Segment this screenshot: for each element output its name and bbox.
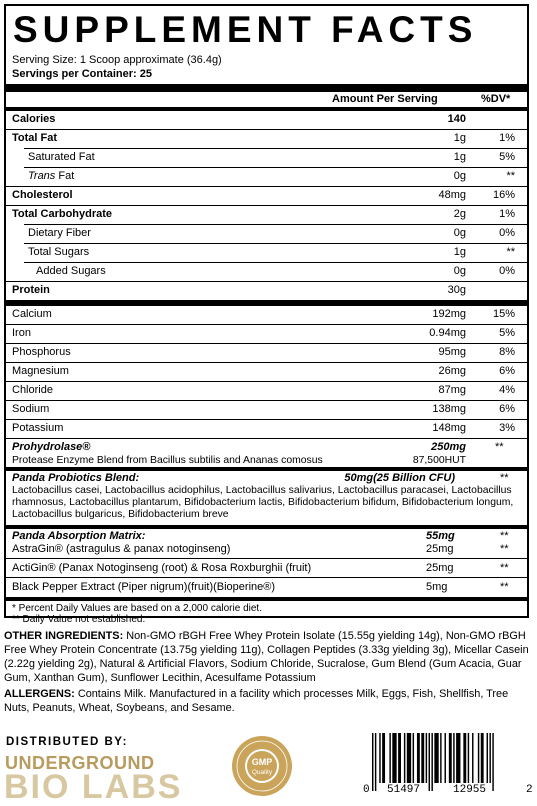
row-divider xyxy=(6,343,527,344)
probiotics-name: Panda Probiotics Blend: xyxy=(12,472,140,484)
mineral-amount: 192mg xyxy=(432,308,466,320)
prohydrolase-desc: Protease Enzyme Blend from Bacillus subtilis and Ananas comosus xyxy=(12,455,323,466)
nutrient-name: Total Sugars xyxy=(28,246,90,258)
mineral-amount: 26mg xyxy=(438,365,466,377)
distributed-by-label: DISTRIBUTED BY: xyxy=(6,736,128,748)
nutrient-dv: 0% xyxy=(499,265,515,277)
nutrient-amount: 140 xyxy=(447,113,466,125)
mineral-dv: 3% xyxy=(499,422,515,434)
other-ingredients xyxy=(4,629,534,685)
gmp-quality-seal-icon xyxy=(231,735,293,797)
nutrient-name-rest: Fat xyxy=(55,170,75,182)
barcode-digit-1: 0 xyxy=(363,784,370,796)
mineral-amount: 95mg xyxy=(438,346,466,358)
barcode-bar xyxy=(382,733,385,783)
dv-header: %DV* xyxy=(481,93,511,105)
barcode-bar xyxy=(434,733,438,783)
absorption-item-amount: 25mg xyxy=(426,562,454,574)
barcode-bar xyxy=(375,733,376,791)
row-divider xyxy=(24,167,527,168)
nutrient-dv: ** xyxy=(506,170,515,182)
row-divider xyxy=(24,262,527,263)
mineral-amount: 148mg xyxy=(432,422,466,434)
nutrient-name: Dietary Fiber xyxy=(28,227,91,239)
absorption-matrix-name: Panda Absorption Matrix: xyxy=(12,530,146,542)
allergens xyxy=(4,687,534,715)
nutrient-name-italic: Trans xyxy=(28,170,56,182)
mineral-name: Phosphorus xyxy=(12,346,71,358)
prohydrolase-hut: 87,500HUT xyxy=(412,455,466,466)
barcode-bar xyxy=(421,733,424,783)
nutrient-name: Protein xyxy=(12,284,50,296)
nutrient-name: Saturated Fat xyxy=(28,151,95,163)
barcode-bar xyxy=(372,733,373,791)
medium-divider xyxy=(6,467,527,471)
barcode-bar xyxy=(489,733,490,783)
seal-gmp-text: GMP xyxy=(251,757,273,767)
nutrient-amount: 48mg xyxy=(438,189,466,201)
barcode-bar xyxy=(426,733,427,783)
barcode-bar xyxy=(417,733,420,783)
nutrient-amount: 0g xyxy=(453,265,466,277)
panel-title: SUPPLEMENT FACTS xyxy=(13,9,478,50)
mineral-name: Calcium xyxy=(12,308,52,320)
supplement-facts-panel xyxy=(4,4,529,625)
thick-divider xyxy=(6,300,527,306)
nutrient-amount: 1g xyxy=(453,151,466,163)
brand-logo-line1: UNDERGROUND xyxy=(5,753,155,773)
absorption-matrix-amount: 55mg xyxy=(426,530,455,542)
barcode-bar xyxy=(398,733,401,783)
row-divider xyxy=(6,558,527,559)
nutrient-amount: 2g xyxy=(453,208,466,220)
barcode-bar xyxy=(431,733,432,791)
row-divider xyxy=(6,419,527,420)
barcode-bar xyxy=(440,733,441,783)
barcode-bar xyxy=(478,733,479,783)
other-ingredients-label: OTHER INGREDIENTS: xyxy=(4,630,124,642)
mineral-amount: 138mg xyxy=(432,403,466,415)
row-divider xyxy=(6,129,527,130)
mineral-name: Chloride xyxy=(12,384,53,396)
nutrient-amount: 1g xyxy=(453,132,466,144)
nutrient-name xyxy=(28,170,74,183)
barcode-digit-4: 2 xyxy=(526,784,533,796)
row-divider xyxy=(6,400,527,401)
prohydrolase-name: Prohydrolase® xyxy=(12,441,91,453)
absorption-item-amount: 25mg xyxy=(426,543,454,555)
nutrient-amount: 1g xyxy=(453,246,466,258)
nutrient-dv: 0% xyxy=(499,227,515,239)
mineral-dv: 15% xyxy=(492,308,515,320)
absorption-item-dv: ** xyxy=(500,543,509,555)
medium-divider xyxy=(6,597,527,601)
medium-divider xyxy=(6,107,527,111)
nutrient-amount: 0g xyxy=(453,227,466,239)
amount-header: Amount Per Serving xyxy=(332,93,438,105)
other-ingredients-text: Non-GMO rBGH Free Whey Protein Isolate (15.55g yielding 14g), Non-GMO rBGH Free Whey Protein Concentrate (13.75g yielding 11g), Collagen Peptides (3.33g yielding 3g), Micellar Casein (2.22g yielding 2g), Natural & Artificial Flavors, Sodium Chloride, Sucralose, Gum Blend (Gum Acacia, Guar Gum, Xanthan Gum), Sunflower Lecithin, Acesulfame Potassium xyxy=(4,630,529,684)
nutrient-name: Total Carbohydrate xyxy=(12,208,113,220)
barcode-bar xyxy=(472,733,473,783)
footnote: ** Daily Value not established. xyxy=(12,614,146,625)
barcode-bar xyxy=(445,733,446,783)
barcode-icon xyxy=(362,733,532,791)
barcode-bar xyxy=(468,733,469,783)
nutrient-dv: 5% xyxy=(499,151,515,163)
row-divider xyxy=(6,281,527,282)
mineral-amount: 0.94mg xyxy=(429,327,466,339)
nutrient-name: Added Sugars xyxy=(36,265,106,277)
mineral-name: Magnesium xyxy=(12,365,69,377)
barcode-bar xyxy=(407,733,411,783)
nutrient-dv: 16% xyxy=(492,189,515,201)
thick-divider xyxy=(6,84,527,92)
barcode-bar xyxy=(487,733,488,783)
barcode-bar xyxy=(379,733,380,783)
prohydrolase-dv: ** xyxy=(495,441,504,453)
barcode-bar xyxy=(392,733,396,783)
row-divider xyxy=(6,205,527,206)
mineral-dv: 8% xyxy=(499,346,515,358)
row-divider xyxy=(6,381,527,382)
servings-per-container: Servings per Container: 25 xyxy=(12,68,152,80)
absorption-item-name: ActiGin® (Panax Notoginseng (root) & Rosa Roxburghii (fruit) xyxy=(12,562,312,574)
row-divider xyxy=(6,324,527,325)
barcode-bar xyxy=(456,733,460,783)
nutrient-name: Total Fat xyxy=(12,132,58,144)
barcode-bar xyxy=(449,733,452,783)
nutrient-name: Calories xyxy=(12,113,56,125)
row-divider xyxy=(6,438,527,439)
mineral-name: Sodium xyxy=(12,403,50,415)
mineral-name: Potassium xyxy=(12,422,64,434)
row-divider xyxy=(6,362,527,363)
barcode-bar xyxy=(453,733,454,783)
absorption-item-name: AstraGin® (astragulus & panax notoginseng) xyxy=(12,543,231,555)
medium-divider xyxy=(6,525,527,529)
nutrient-name: Cholesterol xyxy=(12,189,73,201)
nutrient-dv: ** xyxy=(506,246,515,258)
barcode-bar xyxy=(404,733,405,783)
absorption-item-dv: ** xyxy=(500,562,509,574)
barcode-bar xyxy=(492,733,493,791)
mineral-dv: 6% xyxy=(499,365,515,377)
barcode-bar xyxy=(429,733,430,791)
serving-size: Serving Size: 1 Scoop approximate (36.4g) xyxy=(12,54,222,66)
probiotics-amount: 50mg(25 Billion CFU) xyxy=(344,472,455,484)
barcode-group-3: 12955 xyxy=(453,784,487,796)
allergens-text: Contains Milk. Manufactured in a facility which processes Milk, Eggs, Fish, Shellfish, Tree Nuts, Peanuts, Wheat, Soybeans, and Sesame. xyxy=(4,688,509,714)
barcode-group-2: 51497 xyxy=(387,784,421,796)
nutrient-dv: 1% xyxy=(499,132,515,144)
mineral-dv: 4% xyxy=(499,384,515,396)
nutrient-amount: 30g xyxy=(447,284,466,296)
mineral-dv: 6% xyxy=(499,403,515,415)
barcode-bar xyxy=(481,733,484,783)
row-divider xyxy=(24,224,527,225)
seal-quality-text: Quality xyxy=(251,769,273,776)
barcode-bar xyxy=(389,733,390,783)
row-divider xyxy=(6,186,527,187)
mineral-amount: 87mg xyxy=(438,384,466,396)
row-divider xyxy=(6,577,527,578)
prohydrolase-amount: 250mg xyxy=(431,441,466,453)
barcode-bar xyxy=(413,733,414,783)
brand-logo-line2: BIO LABS xyxy=(4,768,183,806)
absorption-item-amount: 5mg xyxy=(426,581,448,593)
allergens-label: ALLERGENS: xyxy=(4,688,75,700)
absorption-item-name: Black Pepper Extract (Piper nigrum)(fruit)(Bioperine®) xyxy=(12,581,276,593)
row-divider xyxy=(24,243,527,244)
footnote: * Percent Daily Values are based on a 2,000 calorie diet. xyxy=(12,603,262,614)
barcode-bar xyxy=(463,733,466,783)
mineral-dv: 5% xyxy=(499,327,515,339)
probiotics-strains: Lactobacillus casei, Lactobacillus acidophilus, Lactobacillus salivarius, Lactobacillus paracasei, Lactobacillus rhamnosus, Lactobacillus plantarum, Bifidobacterium lactis, Bifidobacterium bifidum, Bifidobacterium longum, Lactobacillus bulgaricus, Bifidobacterium breve xyxy=(12,485,514,520)
row-divider xyxy=(24,148,527,149)
absorption-matrix-dv: ** xyxy=(500,530,509,542)
absorption-item-dv: ** xyxy=(500,581,509,593)
mineral-name: Iron xyxy=(12,327,31,339)
nutrient-dv: 1% xyxy=(499,208,515,220)
nutrient-amount: 0g xyxy=(453,170,466,182)
probiotics-dv: ** xyxy=(500,472,509,484)
